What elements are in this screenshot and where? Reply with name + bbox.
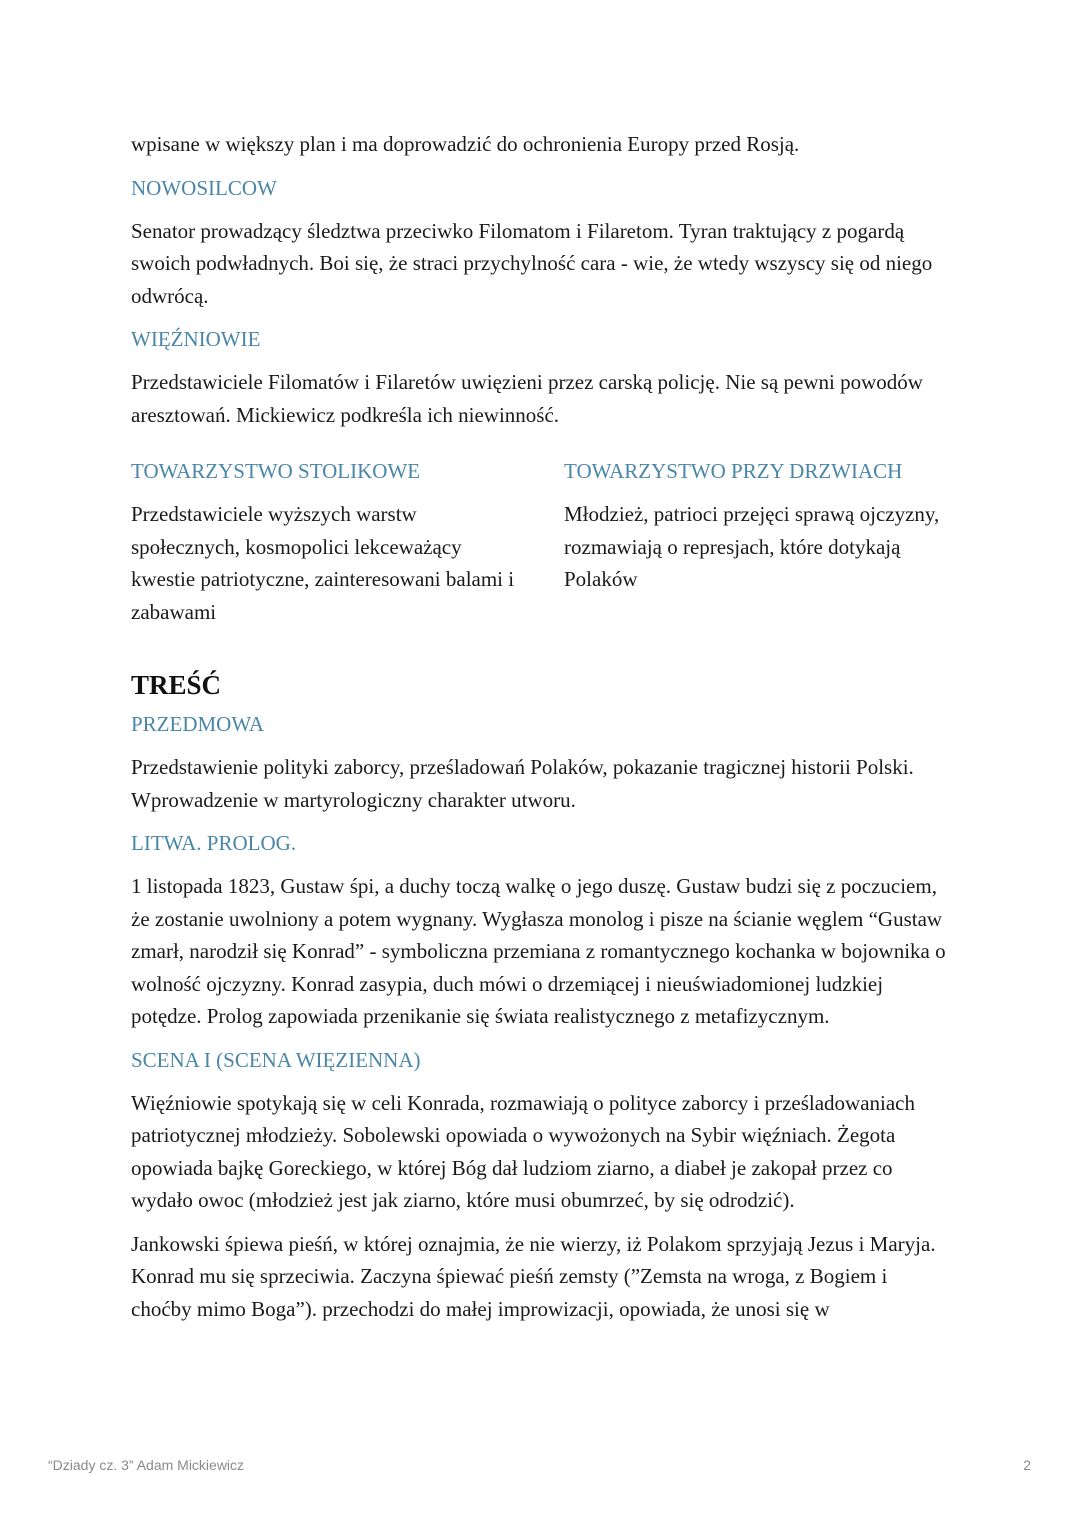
two-column-section bbox=[131, 455, 951, 628]
heading-nowosilcow: NOWOSILCOW bbox=[131, 175, 277, 200]
paragraph-nowosilcow: Senator prowadzący śledztwa przeciwko Filomatom i Filaretom. Tyran traktujący z pogardą swoich podwładnych. Boi się, że straci przychylność cara - wie, że wtedy wszyscy się od niego odwrócą. bbox=[131, 218, 933, 308]
heading-scena-i: SCENA I (SCENA WIĘZIENNA) bbox=[131, 1047, 421, 1072]
heading-wiezniowie: WIĘŹNIOWIE bbox=[131, 327, 261, 351]
paragraph-towarzystwo-stolikowe: Przedstawiciele wyższych warstw społecznych, kosmopolici lekceważący kwestie patriotyczne, zainteresowani balami i zabawami bbox=[131, 502, 515, 624]
heading-towarzystwo-stolikowe: TOWARZYSTWO STOLIKOWE bbox=[131, 459, 421, 483]
paragraph-towarzystwo-przy-drzwiach: Młodzież, patrioci przejęci sprawą ojczyzny, rozmawiają o represjach, które dotykają Polaków bbox=[564, 502, 940, 591]
column-stolikowe bbox=[131, 455, 518, 628]
footer-document-title: “Dziady cz. 3” Adam Mickiewicz bbox=[48, 1457, 245, 1473]
intro-paragraph: wpisane w większy plan i ma doprowadzić do ochronienia Europy przed Rosją. bbox=[131, 132, 800, 156]
heading-litwa-prolog: LITWA. PROLOG. bbox=[131, 831, 297, 855]
document-body bbox=[131, 128, 951, 1325]
column-przy-drzwiach bbox=[564, 455, 951, 628]
section-title-tresc: TREŚĆ bbox=[131, 670, 222, 700]
footer-page-number: 2 bbox=[1023, 1457, 1031, 1473]
paragraph-litwa-prolog: 1 listopada 1823, Gustaw śpi, a duchy toczą walkę o jego duszę. Gustaw budzi się z poczuciem, że zostanie uwolniony a potem wygnany. Wygłasza monolog i pisze na ścianie węglem “Gustaw zmarł, narodził się Konrad” - symboliczna przemiana z romantycznego kochanka w bojownika o wolność ojczyzny. Konrad zasypia, duch mówi o drzemiącej i nieuświadomionej ludzkiej potędze. Prolog zapowiada przenikanie się świata realistycznego z metafizycznym. bbox=[131, 874, 946, 1028]
heading-przedmowa: PRZEDMOWA bbox=[131, 712, 265, 736]
heading-towarzystwo-przy-drzwiach: TOWARZYSTWO PRZY DRZWIACH bbox=[564, 459, 903, 483]
paragraph-scena-i-1: Więźniowie spotykają się w celi Konrada, rozmawiają o polityce zaborcy i prześladowaniach patriotycznej młodzieży. Sobolewski opowiada o wywożonych na Sybir więźniach. Żegota opowiada bajkę Goreckiego, w której Bóg dał ludziom ziarno, a diabeł je zakopał przez co wydało owoc (młodzież jest jak ziarno, które musi obumrzeć, by się odrodzić). bbox=[131, 1090, 916, 1212]
paragraph-wiezniowie: Przedstawiciele Filomatów i Filaretów uwięzieni przez carską policję. Nie są pewni powodów aresztowań. Mickiewicz podkreśla ich niewinność. bbox=[131, 370, 923, 427]
paragraph-scena-i-2: Jankowski śpiewa pieśń, w której oznajmia, że nie wierzy, iż Polakom sprzyjają Jezus i Maryja. Konrad mu się sprzeciwia. Zaczyna śpiewać pieśń zemsty (”Zemsta na wroga, z Bogiem i choćby mimo Boga”). przechodzi do małej improwizacji, opowiada, że unosi się w bbox=[131, 1231, 936, 1321]
paragraph-przedmowa: Przedstawienie polityki zaborcy, prześladowań Polaków, pokazanie tragicznej historii Polski. Wprowadzenie w martyrologiczny charakter utworu. bbox=[131, 755, 914, 812]
